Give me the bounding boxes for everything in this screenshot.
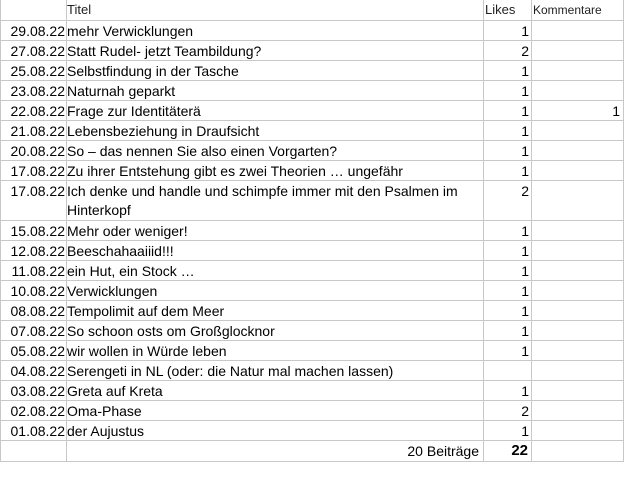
table-row (0, 141, 628, 161)
title-cell[interactable]: So schoon osts om Großglocknor (67, 323, 275, 339)
comments-cell[interactable] (531, 361, 623, 381)
comments-cell[interactable] (531, 421, 623, 441)
date-cell[interactable]: 12.08.22 (10, 243, 65, 259)
table-row (0, 101, 628, 121)
likes-cell[interactable]: 1 (521, 123, 529, 139)
date-cell[interactable]: 22.08.22 (10, 103, 65, 119)
title-cell[interactable]: Greta auf Kreta (67, 383, 163, 399)
date-cell[interactable]: 03.08.22 (10, 383, 65, 399)
date-cell[interactable]: 23.08.22 (10, 83, 65, 99)
likes-cell[interactable]: 1 (521, 323, 529, 339)
comments-cell[interactable] (531, 381, 623, 401)
date-cell[interactable]: 25.08.22 (10, 63, 65, 79)
comments-cell[interactable] (531, 341, 623, 361)
table-row (0, 381, 628, 401)
table-row (0, 421, 628, 441)
date-cell[interactable]: 10.08.22 (10, 283, 65, 299)
comments-cell[interactable] (531, 261, 623, 281)
title-cell[interactable]: Lebensbeziehung in Draufsicht (67, 123, 260, 139)
header-row (0, 0, 628, 21)
title-cell[interactable]: Frage zur Identitäterä (67, 103, 201, 119)
date-cell[interactable]: 08.08.22 (10, 303, 65, 319)
likes-cell[interactable]: 1 (521, 83, 529, 99)
title-cell[interactable]: ein Hut, ein Stock … (67, 263, 195, 279)
likes-cell[interactable]: 1 (521, 223, 529, 239)
footer-comments-cell[interactable] (531, 441, 623, 461)
table-row (0, 401, 628, 421)
comments-cell[interactable] (531, 281, 623, 301)
table-row (0, 301, 628, 321)
comments-cell[interactable] (531, 241, 623, 261)
date-cell[interactable]: 29.08.22 (10, 23, 65, 39)
title-cell[interactable]: Statt Rudel- jetzt Teambildung? (67, 43, 262, 59)
table-row (0, 181, 628, 221)
likes-cell[interactable]: 1 (521, 143, 529, 159)
footer-date-cell[interactable] (0, 441, 66, 461)
comments-cell[interactable] (531, 321, 623, 341)
footer-row (0, 441, 628, 462)
comments-cell[interactable] (531, 401, 623, 421)
comments-cell[interactable] (531, 221, 623, 241)
date-cell[interactable]: 27.08.22 (10, 43, 65, 59)
date-cell[interactable]: 21.08.22 (10, 123, 65, 139)
date-cell[interactable]: 02.08.22 (10, 403, 65, 419)
table-row (0, 41, 628, 61)
table-row (0, 61, 628, 81)
date-cell[interactable]: 17.08.22 (10, 163, 65, 179)
table-row (0, 161, 628, 181)
likes-cell[interactable]: 2 (521, 183, 529, 199)
title-cell[interactable]: Tempolimit auf dem Meer (67, 303, 225, 319)
likes-cell[interactable] (483, 361, 531, 381)
comments-cell[interactable] (531, 21, 623, 41)
header-title-cell[interactable]: Titel (67, 2, 92, 17)
table-row (0, 261, 628, 281)
likes-cell[interactable]: 1 (521, 23, 529, 39)
title-cell[interactable]: Oma-Phase (67, 403, 142, 419)
likes-cell[interactable]: 2 (521, 403, 529, 419)
table-row (0, 21, 628, 41)
comments-cell[interactable] (531, 161, 623, 181)
title-cell[interactable]: Verwicklungen (67, 283, 158, 299)
likes-cell[interactable]: 2 (521, 43, 529, 59)
table-row (0, 281, 628, 301)
title-cell[interactable]: der Aujustus (67, 423, 145, 439)
likes-cell[interactable]: 1 (521, 103, 529, 119)
comments-cell[interactable] (531, 121, 623, 141)
date-cell[interactable]: 11.08.22 (11, 263, 65, 279)
likes-cell[interactable]: 1 (521, 63, 529, 79)
likes-cell[interactable]: 1 (521, 283, 529, 299)
date-cell[interactable]: 04.08.22 (10, 363, 65, 379)
comments-cell[interactable] (531, 41, 623, 61)
table-row (0, 361, 628, 381)
comments-cell[interactable] (531, 141, 623, 161)
title-cell[interactable]: So – das nennen Sie also einen Vorgarten? (67, 143, 338, 159)
table-row (0, 321, 628, 341)
date-cell[interactable]: 20.08.22 (10, 143, 65, 159)
date-cell[interactable]: 01.08.22 (10, 423, 65, 439)
title-cell[interactable]: Naturnah geparkt (67, 83, 176, 99)
title-cell[interactable]: Mehr oder weniger! (67, 223, 188, 239)
date-cell[interactable]: 17.08.22 (10, 183, 65, 199)
header-date-cell[interactable] (0, 0, 66, 20)
likes-cell[interactable]: 1 (521, 383, 529, 399)
comments-cell[interactable] (531, 61, 623, 81)
table-row (0, 341, 628, 361)
likes-cell[interactable]: 1 (521, 243, 529, 259)
comments-cell[interactable] (531, 181, 623, 221)
table-row (0, 221, 628, 241)
comments-cell[interactable] (531, 301, 623, 321)
date-cell[interactable]: 07.08.22 (10, 323, 65, 339)
header-likes-cell[interactable]: Likes (485, 2, 516, 17)
title-cell[interactable]: Zu ihrer Entstehung gibt es zwei Theorien … ungefähr (67, 163, 403, 179)
likes-cell[interactable]: 1 (521, 163, 529, 179)
title-cell[interactable]: Beeschahaaiiid!!! (67, 243, 174, 259)
date-cell[interactable]: 05.08.22 (10, 343, 65, 359)
table-row (0, 241, 628, 261)
likes-cell[interactable]: 1 (521, 423, 529, 439)
comments-cell[interactable]: 1 (612, 103, 620, 119)
title-cell[interactable]: Serengeti in NL (oder: die Natur mal machen lassen) (67, 363, 394, 379)
table-row (0, 81, 628, 101)
likes-cell[interactable]: 1 (521, 263, 529, 279)
date-cell[interactable]: 15.08.22 (10, 223, 65, 239)
likes-cell[interactable]: 1 (521, 303, 529, 319)
data-rows (0, 21, 628, 441)
footer-count-cell[interactable]: 20 Beiträge (407, 443, 479, 459)
title-cell[interactable]: mehr Verwicklungen (67, 23, 194, 39)
title-cell[interactable]: Ich denke und handle und schimpfe immer mit den Psalmen im Hinterkopf (67, 183, 458, 218)
likes-cell[interactable]: 1 (521, 343, 529, 359)
title-cell[interactable]: Selbstfindung in der Tasche (67, 63, 239, 79)
footer-likes-total-cell[interactable]: 22 (511, 442, 528, 459)
comments-cell[interactable] (531, 81, 623, 101)
header-comments-cell[interactable]: Kommentare (533, 3, 602, 17)
table-row (0, 121, 628, 141)
title-cell[interactable]: wir wollen in Würde leben (67, 343, 227, 359)
